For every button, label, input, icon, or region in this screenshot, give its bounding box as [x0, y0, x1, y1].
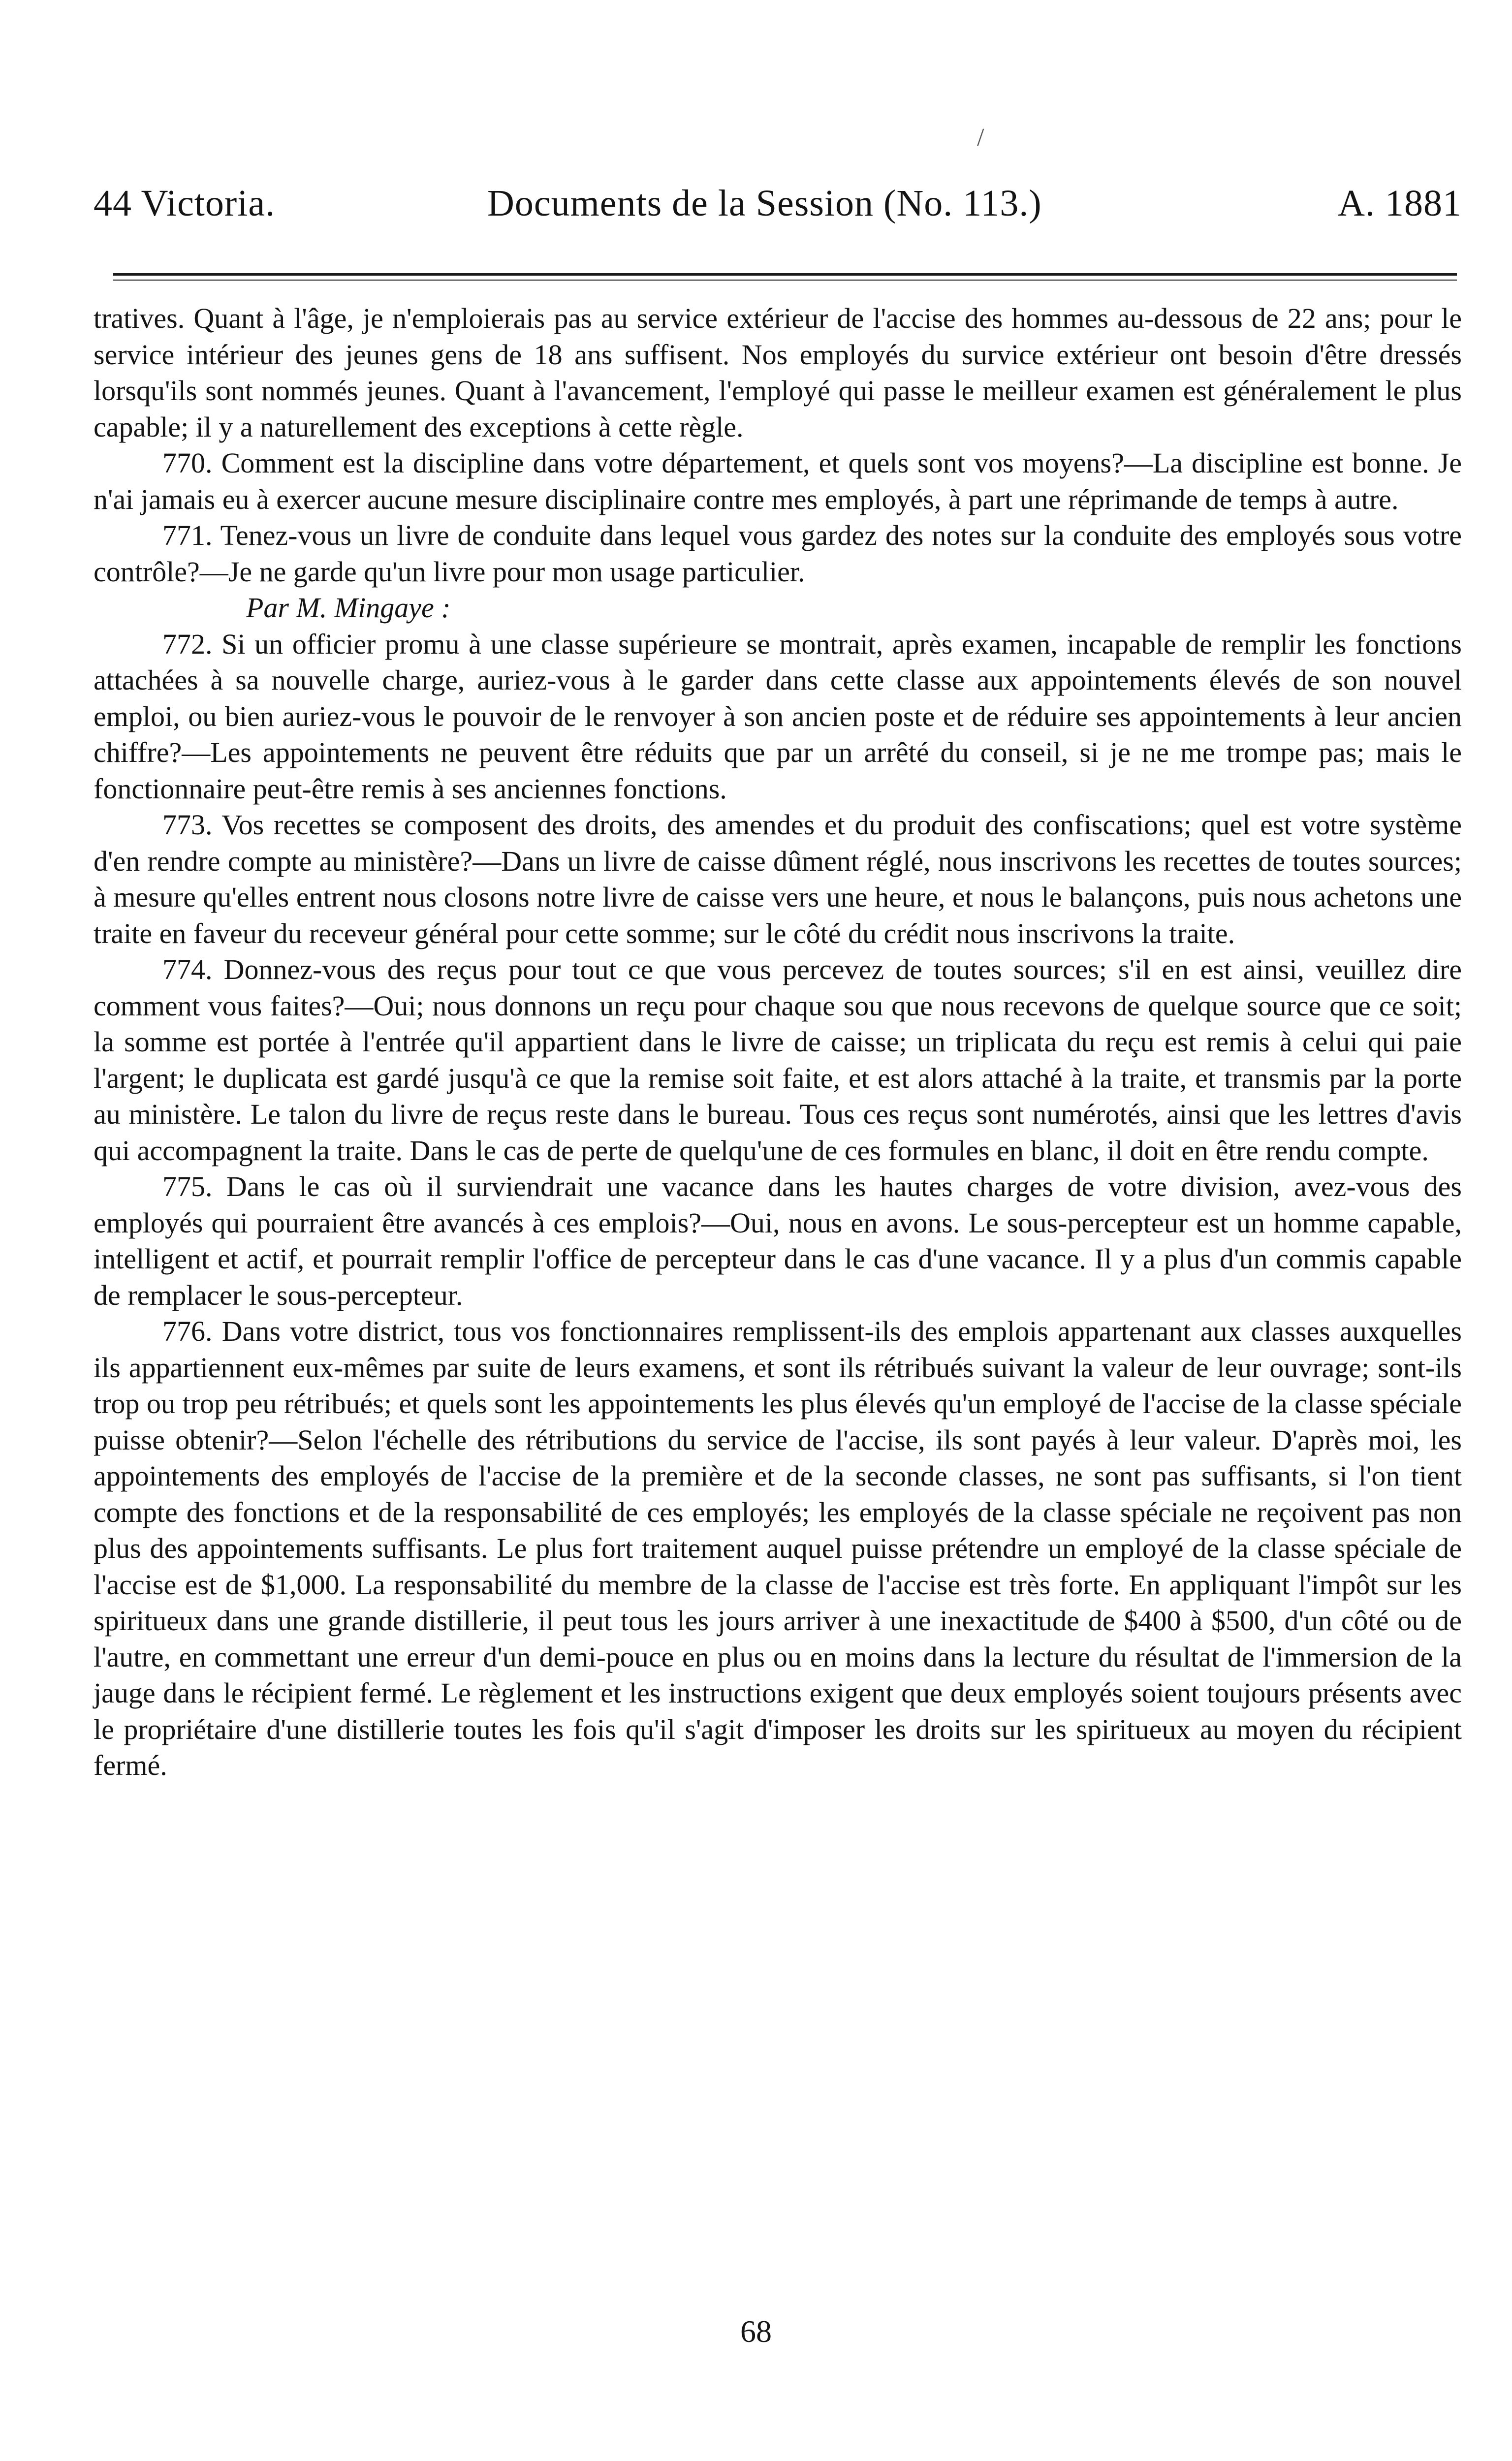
header-left: 44 Victoria.: [94, 183, 276, 224]
page-number: 68: [740, 2314, 772, 2349]
header-right: A. 1881: [1338, 183, 1462, 224]
speaker-heading: Par M. Mingaye :: [246, 592, 451, 624]
header-center: Documents de la Session (No. 113.): [487, 183, 1042, 224]
question-770: 770. Comment est la discipline dans votre département, et quels sont vos moyens?—La discipline est bonne. Je n'ai jamais eu à exercer aucune mesure disciplinaire contre mes employés, à part une réprimande de temps à autre.: [94, 447, 1462, 515]
stray-mark: /: [977, 124, 984, 152]
body-text: [94, 300, 1462, 1784]
running-header: [94, 182, 1462, 241]
question-771: 771. Tenez-vous un livre de conduite dans lequel vous gardez des notes sur la conduite des employés sous votre contrôle?—Je ne garde qu'un livre pour mon usage particulier.: [94, 519, 1462, 588]
question-774: 774. Donnez-vous des reçus pour tout ce que vous percevez de toutes sources; s'il en est ainsi, veuillez dire comment vous faites?—Oui; nous donnons un reçu pour chaque sou que nous recevons de quelque source que ce soit; la somme est portée à l'entrée qu'il appartient dans le livre de caisse; un triplicata du reçu est remis à celui qui paie l'argent; le duplicata est gardé jusqu'à ce que la remise soit faite, et est alors attaché à la traite, et transmis par la porte au ministère. Le talon du livre de reçus reste dans le bureau. Tous ces reçus sont numérotés, ainsi que les lettres d'avis qui accompagnent la traite. Dans le cas de perte de quelqu'une de ces formules en blanc, il doit en être rendu compte.: [94, 953, 1462, 1167]
question-773: 773. Vos recettes se composent des droits, des amendes et du produit des confiscations; quel est votre système d'en rendre compte au ministère?—Dans un livre de caisse dûment réglé, nous inscrivons les recettes de toutes sources; à mesure qu'elles entrent nous closons notre livre de caisse vers une heure, et nous le balançons, puis nous achetons une traite en faveur du receveur général pour cette somme; sur le côté du crédit nous inscrivons la traite.: [94, 809, 1462, 949]
question-775: 775. Dans le cas où il surviendrait une vacance dans les hautes charges de votre division, avez-vous des employés qui pourraient être avancés à ces emplois?—Oui, nous en avons. Le sous-percepteur est un homme capable, intelligent et actif, et pourrait remplir l'office de percepteur dans le cas d'une vacance. Il y a plus d'un commis capable de remplacer le sous-percepteur.: [94, 1170, 1462, 1311]
question-776: 776. Dans votre district, tous vos fonctionnaires remplissent-ils des emplois appartenant aux classes auxquelles ils appartiennent eux-mêmes par suite de leurs examens, et sont ils rétribués suivant la valeur de leur ouvrage; sont-ils trop ou trop peu rétribués; et quels sont les appointements les plus élevés qu'un employé de l'accise de la classe spéciale puisse obtenir?—Selon l'échelle des rétributions du service de l'accise, ils sont payés à leur valeur. D'après moi, les appointements des employés de l'accise de la première et de la seconde classes, ne sont pas suffisants, si l'on tient compte des fonctions et de la responsabilité de ces employés; les employés de la classe spéciale ne reçoivent pas non plus des appointements suffisants. Le plus fort traitement auquel puisse prétendre un employé de la classe spéciale de l'accise est de $1,000. La responsabilité du membre de la classe de l'accise est très forte. En appliquant l'impôt sur les spiritueux dans une grande distillerie, il peut tous les jours arriver à une inexactitude de $400 à $500, d'un côté ou de l'autre, en commettant une erreur d'un demi-pouce en plus ou en moins dans la lecture du résultat de l'immersion de la jauge dans le récipient fermé. Le règlement et les instructions exigent que deux employés soient toujours présents avec le propriétaire d'une distillerie toutes les fois qu'il s'agit d'imposer les droits sur les spiritueux au moyen du récipient fermé.: [94, 1315, 1462, 1781]
header-rule-thick: [113, 273, 1457, 276]
question-772: 772. Si un officier promu à une classe supérieure se montrait, après examen, incapable de remplir les fonctions attachées à sa nouvelle charge, auriez-vous à le garder dans cette classe aux appointements élevés de son nouvel emploi, ou bien auriez-vous le pouvoir de le renvoyer à son ancien poste et de réduire ses appointements à leur ancien chiffre?—Les appointements ne peuvent être réduits que par un arrêté du conseil, si je ne me trompe pas; mais le fonctionnaire peut-être remis à ses anciennes fonctions.: [94, 628, 1462, 805]
header-rule-thin: [113, 280, 1457, 281]
paragraph-continuation: tratives. Quant à l'âge, je n'emploierais pas au service extérieur de l'accise des hommes au-dessous de 22 ans; pour le service intérieur des jeunes gens de 18 ans suffisent. Nos employés du survice extérieur ont besoin d'être dressés lorsqu'ils sont nommés jeunes. Quant à l'avancement, l'employé qui passe le meilleur examen est généralement le plus capable; il y a naturellement des exceptions à cette règle.: [94, 302, 1462, 443]
